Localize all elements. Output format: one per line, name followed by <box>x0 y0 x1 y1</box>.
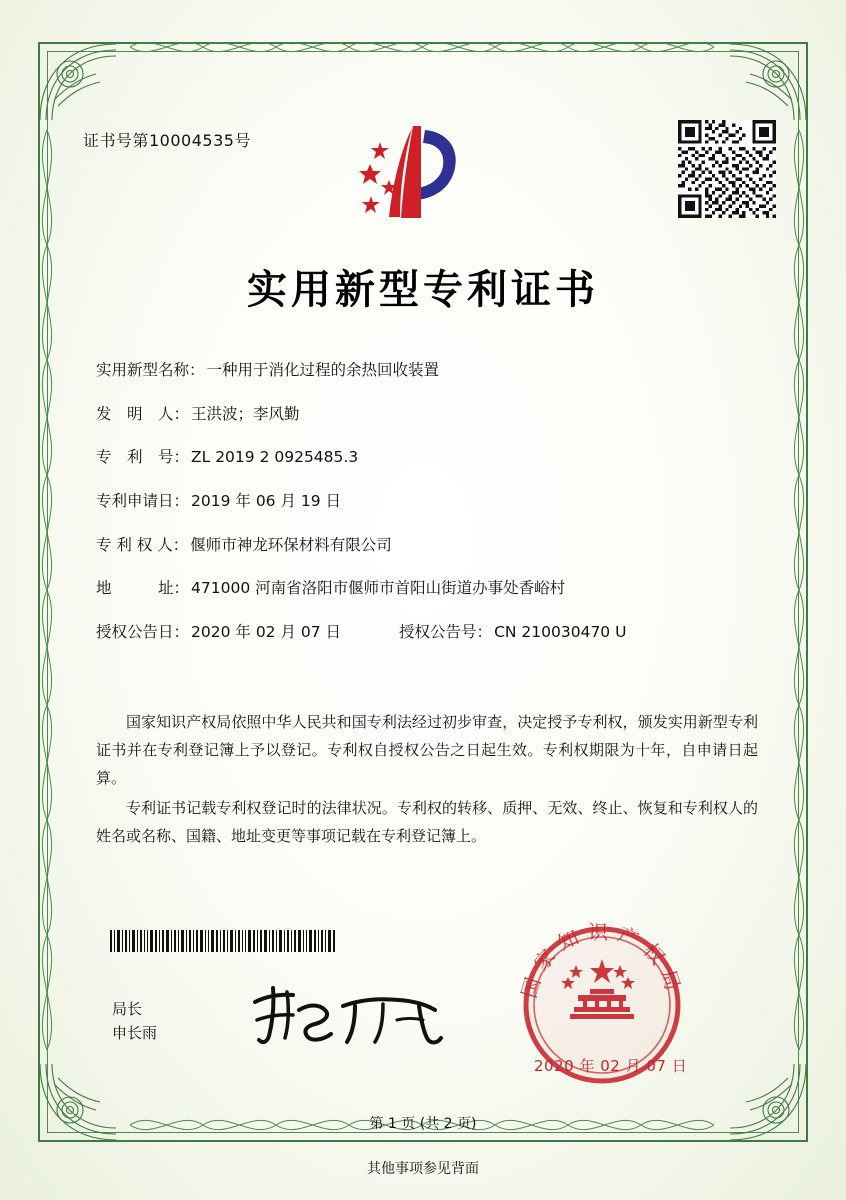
footer-note: 其他事项参见背面 <box>367 1161 479 1177</box>
field-row-patentee <box>96 535 756 557</box>
grant-date-value: 2020 年 02 月 07 日 <box>191 623 342 642</box>
field-value: 王洪波；李风勤 <box>191 404 300 423</box>
page-title: 实用新型专利证书 <box>247 266 599 313</box>
signature-name-label: 申长雨 <box>112 1024 158 1042</box>
grant-date-label: 授权公告日： <box>96 623 190 642</box>
page-number: 第 1 页 (共 2 页) <box>369 1116 477 1132</box>
field-row-application-date <box>96 491 756 513</box>
field-row-utility-model-name <box>96 360 756 382</box>
field-value: 偃师市神龙环保材料有限公司 <box>190 535 392 554</box>
field-value: 一种用于消化过程的余热回收装置 <box>206 361 440 379</box>
field-label: 发 明 人： <box>96 404 190 423</box>
signature-title-label: 局长 <box>112 1000 143 1018</box>
paragraph-1: 国家知识产权局依照中华人民共和国专利法经过初步审查，决定授予专利权，颁发实用新型专利证书并在专利登记簿上予以登记。专利权自授权公告之日起生效。专利权期限为十年，自申请日起算。 <box>96 713 758 787</box>
field-label: 实用新型名称： <box>96 361 205 379</box>
grant-number-value: CN 210030470 U <box>494 623 627 642</box>
paragraph-2: 专利证书记载专利权登记时的法律状况。专利权的转移、质押、无效、终止、恢复和专利权人的姓名或名称、国籍、地址变更等事项记载在专利登记簿上。 <box>96 799 758 845</box>
field-row-grant-announcement <box>96 622 756 644</box>
field-row-patent-number <box>96 447 756 469</box>
field-value: 471000 河南省洛阳市偃师市首阳山街道办事处香峪村 <box>191 579 566 598</box>
qr-code <box>678 120 776 218</box>
field-value: 2019 年 06 月 19 日 <box>191 492 342 511</box>
grant-number-label: 授权公告号： <box>399 623 493 642</box>
certificate-number: 证书号第10004535号 <box>83 131 251 150</box>
signature-block <box>112 997 157 1045</box>
field-label: 专 利 号： <box>96 448 190 467</box>
svg-text:国家知识产权局: 国家知识产权局 <box>516 920 688 1001</box>
field-label: 专 利 权 人： <box>96 535 189 554</box>
field-list <box>96 360 756 666</box>
field-row-inventors <box>96 404 756 426</box>
handwritten-signature <box>247 980 447 1050</box>
field-value: ZL 2019 2 0925485.3 <box>191 448 359 467</box>
field-row-address <box>96 578 756 600</box>
cnipa-logo-icon <box>355 118 465 228</box>
seal-date: 2020 年 02 月 07 日 <box>534 1057 688 1075</box>
field-label: 专利申请日： <box>96 492 190 511</box>
legal-text <box>96 708 758 852</box>
barcode <box>110 930 338 952</box>
field-label: 地 址： <box>96 579 190 598</box>
